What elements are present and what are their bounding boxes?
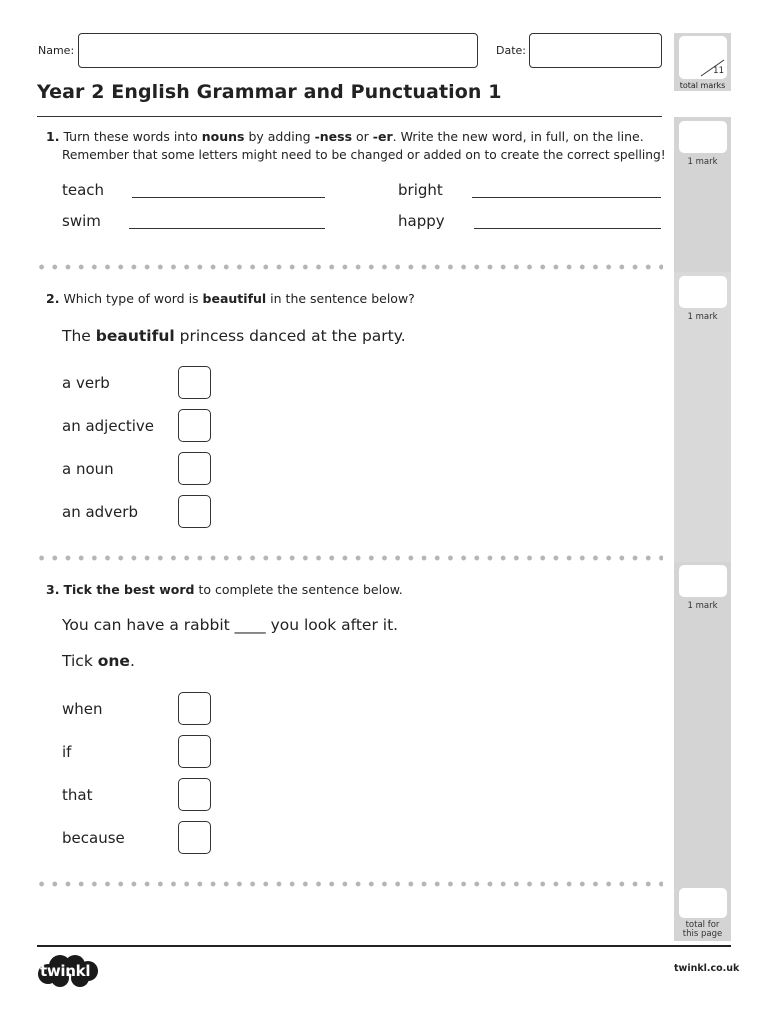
- q3-option-checkbox[interactable]: [178, 692, 211, 725]
- q1-word-happy: happy: [398, 212, 445, 230]
- q3-prompt: [46, 581, 403, 599]
- dotted-divider: [35, 264, 663, 270]
- q1-answer-line-bright[interactable]: [472, 197, 661, 198]
- page-total-label-line1: total for: [685, 920, 720, 930]
- q2-sentence-beautiful: beautiful: [95, 327, 175, 345]
- q1-mark-label: 1 mark: [687, 157, 718, 167]
- q3-option-checkbox[interactable]: [178, 821, 211, 854]
- name-label: Name:: [38, 44, 75, 57]
- q2-sentence-part1: The: [62, 327, 96, 345]
- q3-number: 3.: [46, 582, 60, 597]
- q2-mark-box[interactable]: [679, 276, 727, 308]
- q2-sentence: [62, 327, 406, 345]
- q2-option-label: an adverb: [62, 503, 138, 521]
- q2-option-label: a verb: [62, 374, 110, 392]
- q2-option-label: a noun: [62, 460, 114, 478]
- footer-url[interactable]: twinkl.co.uk: [674, 963, 740, 974]
- q2-option-checkbox[interactable]: [178, 495, 211, 528]
- name-field[interactable]: [78, 33, 478, 68]
- q2-prompt: [46, 290, 415, 308]
- q2-sentence-part2: princess danced at the party.: [174, 327, 406, 345]
- dotted-divider: [35, 881, 663, 887]
- q1-text-ness: -ness: [314, 129, 353, 144]
- footer-divider: [37, 945, 731, 947]
- q2-text-part1: Which type of word is: [63, 291, 203, 306]
- q3-tick-part1: Tick: [62, 652, 98, 670]
- q2-option-label: an adjective: [62, 417, 154, 435]
- page-total-label-line2: this page: [682, 929, 723, 939]
- q3-tick-instruction: [62, 652, 135, 670]
- q1-answer-line-teach[interactable]: [132, 197, 325, 198]
- q1-mark-box[interactable]: [679, 121, 727, 153]
- q3-sentence: You can have a rabbit ____ you look after it.: [62, 616, 399, 634]
- total-marks-value: 11: [713, 66, 724, 76]
- q3-option-checkbox[interactable]: [178, 735, 211, 768]
- q3-text-part: to complete the sentence below.: [194, 582, 403, 597]
- page-total-box[interactable]: [679, 888, 727, 918]
- total-marks-box[interactable]: [679, 36, 727, 79]
- q2-option-checkbox[interactable]: [178, 452, 211, 485]
- q3-mark-label: 1 mark: [687, 601, 718, 611]
- twinkl-logo[interactable]: [36, 954, 100, 988]
- page-title: Year 2 English Grammar and Punctuation 1: [37, 81, 502, 103]
- q1-answer-line-happy[interactable]: [474, 228, 661, 229]
- q3-text-bold: Tick the best word: [63, 582, 195, 597]
- q3-option-label: that: [62, 786, 93, 804]
- q1-answer-line-swim[interactable]: [129, 228, 325, 229]
- q1-text-part3: or: [352, 129, 373, 144]
- q1-text-nouns: nouns: [201, 129, 245, 144]
- q1-word-swim: swim: [62, 212, 101, 230]
- q2-option-checkbox[interactable]: [178, 366, 211, 399]
- q1-word-bright: bright: [398, 181, 443, 199]
- q3-option-label: when: [62, 700, 103, 718]
- sidebar-section-q3: [674, 562, 731, 941]
- q1-text-part4: . Write the new word, in full, on the line.: [392, 129, 644, 144]
- date-label: Date:: [496, 44, 526, 57]
- title-divider: [37, 116, 662, 117]
- total-marks-label: total marks: [679, 81, 726, 90]
- q1-text-er: -er: [372, 129, 393, 144]
- q3-option-label: if: [62, 743, 72, 761]
- q1-text-part2: by adding: [244, 129, 315, 144]
- q3-option-label: because: [62, 829, 125, 847]
- q3-option-checkbox[interactable]: [178, 778, 211, 811]
- q3-mark-box[interactable]: [679, 565, 727, 597]
- q1-number: 1.: [46, 129, 60, 144]
- logo-text: twinkl: [40, 962, 91, 980]
- q1-word-teach: teach: [62, 181, 105, 199]
- q3-tick-part2: .: [129, 652, 135, 670]
- q2-mark-label: 1 mark: [687, 312, 718, 322]
- q1-prompt-line2: Remember that some letters might need to be changed or added on to create the correct spelling!: [62, 148, 666, 162]
- q2-text-beautiful: beautiful: [202, 291, 267, 306]
- q1-prompt: [46, 128, 666, 146]
- q3-tick-one: one: [97, 652, 130, 670]
- page-total-label: [674, 921, 731, 939]
- dotted-divider: [35, 555, 663, 561]
- date-field[interactable]: [529, 33, 662, 68]
- q2-text-part2: in the sentence below?: [266, 291, 415, 306]
- q2-number: 2.: [46, 291, 60, 306]
- q1-text-part1: Turn these words into: [63, 129, 202, 144]
- q2-option-checkbox[interactable]: [178, 409, 211, 442]
